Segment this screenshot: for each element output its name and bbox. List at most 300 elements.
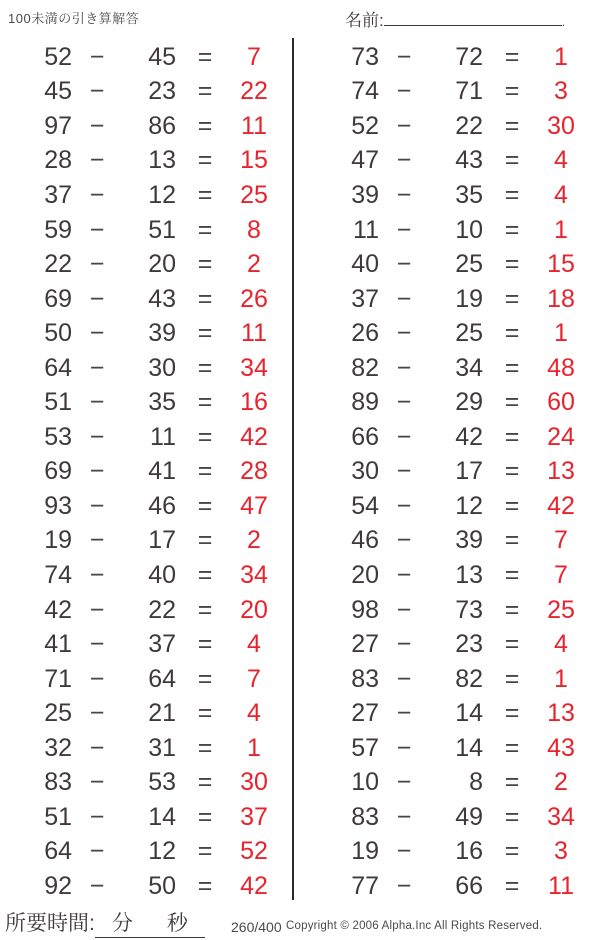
answer: 34 <box>240 353 268 382</box>
minuend: 10 <box>351 768 379 797</box>
equals-sign: = <box>197 595 213 624</box>
minuend: 41 <box>44 630 72 659</box>
answer: 60 <box>547 388 575 417</box>
equals-sign: = <box>504 491 520 520</box>
problem-row <box>321 765 600 800</box>
answer: 25 <box>240 180 268 209</box>
answer: 28 <box>240 457 268 486</box>
answer: 42 <box>240 871 268 900</box>
minus-sign: − <box>89 768 105 797</box>
problem-row <box>321 282 600 317</box>
subtrahend: 50 <box>148 871 176 900</box>
minus-sign: − <box>396 146 412 175</box>
answer: 11 <box>548 871 574 900</box>
answer: 42 <box>240 422 268 451</box>
subtrahend: 35 <box>148 388 176 417</box>
problem-row <box>321 662 600 697</box>
answer: 48 <box>547 353 575 382</box>
minus-sign: − <box>396 353 412 382</box>
minuend: 28 <box>44 146 72 175</box>
problem-row <box>321 455 600 490</box>
answer: 11 <box>241 319 267 348</box>
equals-sign: = <box>504 560 520 589</box>
equals-sign: = <box>197 802 213 831</box>
problem-row <box>321 75 600 110</box>
subtrahend: 82 <box>455 664 483 693</box>
name-field <box>345 6 565 31</box>
problem-row <box>321 731 600 766</box>
minuend: 52 <box>44 42 72 71</box>
subtrahend: 14 <box>148 802 176 831</box>
minus-sign: − <box>89 353 105 382</box>
minuend: 11 <box>353 215 379 244</box>
minus-sign: − <box>89 560 105 589</box>
problem-row <box>14 351 293 386</box>
subtrahend: 8 <box>469 768 483 797</box>
answer: 8 <box>247 215 261 244</box>
problem-row <box>14 109 293 144</box>
minus-sign: − <box>396 595 412 624</box>
problem-row <box>14 316 293 351</box>
equals-sign: = <box>504 111 520 140</box>
problem-row <box>14 731 293 766</box>
minuend: 27 <box>351 699 379 728</box>
problem-row <box>321 593 600 628</box>
subtrahend: 12 <box>148 837 176 866</box>
problem-row <box>14 213 293 248</box>
equals-sign: = <box>504 42 520 71</box>
problem-row <box>321 489 600 524</box>
subtrahend: 21 <box>148 699 176 728</box>
minuend: 51 <box>44 388 72 417</box>
equals-sign: = <box>197 284 213 313</box>
answer: 7 <box>554 526 568 555</box>
subtrahend: 51 <box>148 215 176 244</box>
minus-sign: − <box>396 699 412 728</box>
problem-row <box>14 835 293 870</box>
minus-sign: − <box>396 560 412 589</box>
problem-row <box>321 558 600 593</box>
problem-row <box>321 144 600 179</box>
minuend: 45 <box>44 77 72 106</box>
problem-row <box>14 455 293 490</box>
subtrahend: 41 <box>148 457 176 486</box>
subtrahend: 17 <box>455 457 483 486</box>
problems-column-right <box>293 40 600 904</box>
answer: 4 <box>554 180 568 209</box>
minuend: 83 <box>351 664 379 693</box>
answer: 43 <box>547 733 575 762</box>
equals-sign: = <box>504 699 520 728</box>
subtrahend: 25 <box>455 319 483 348</box>
problem-row <box>321 178 600 213</box>
problem-row <box>14 765 293 800</box>
subtrahend: 34 <box>455 353 483 382</box>
minuend: 51 <box>44 802 72 831</box>
answer: 30 <box>240 768 268 797</box>
subtrahend: 45 <box>148 42 176 71</box>
equals-sign: = <box>197 319 213 348</box>
subtrahend: 30 <box>148 353 176 382</box>
minus-sign: − <box>396 319 412 348</box>
answer: 30 <box>547 111 575 140</box>
problem-row <box>14 144 293 179</box>
minus-sign: − <box>396 284 412 313</box>
minus-sign: − <box>396 768 412 797</box>
minutes-label: 分 <box>111 912 133 935</box>
seconds-label: 秒 <box>166 912 188 935</box>
subtrahend: 37 <box>148 630 176 659</box>
minuend: 89 <box>351 388 379 417</box>
answer: 7 <box>247 42 261 71</box>
minuend: 74 <box>44 560 72 589</box>
subtrahend: 71 <box>455 77 483 106</box>
equals-sign: = <box>197 699 213 728</box>
minuend: 83 <box>351 802 379 831</box>
minuend: 59 <box>44 215 72 244</box>
answer: 42 <box>547 491 575 520</box>
subtrahend: 10 <box>455 215 483 244</box>
subtrahend: 86 <box>148 111 176 140</box>
problem-row <box>321 109 600 144</box>
subtrahend: 40 <box>148 560 176 589</box>
subtrahend: 17 <box>148 526 176 555</box>
problem-row <box>14 247 293 282</box>
minus-sign: − <box>396 526 412 555</box>
answer: 7 <box>247 664 261 693</box>
problem-row <box>321 420 600 455</box>
equals-sign: = <box>504 802 520 831</box>
problem-row <box>14 178 293 213</box>
minus-sign: − <box>89 457 105 486</box>
answer: 2 <box>554 768 568 797</box>
minuend: 22 <box>44 250 72 279</box>
equals-sign: = <box>197 871 213 900</box>
minus-sign: − <box>396 664 412 693</box>
name-blank-line[interactable] <box>384 8 562 26</box>
minuend: 66 <box>351 422 379 451</box>
minus-sign: − <box>396 42 412 71</box>
minus-sign: − <box>396 250 412 279</box>
answer: 2 <box>247 526 261 555</box>
minuend: 30 <box>351 457 379 486</box>
subtrahend: 29 <box>455 388 483 417</box>
subtrahend: 64 <box>148 664 176 693</box>
minus-sign: − <box>396 733 412 762</box>
minuend: 64 <box>44 353 72 382</box>
minus-sign: − <box>396 837 412 866</box>
subtrahend: 31 <box>148 733 176 762</box>
answer: 34 <box>547 802 575 831</box>
equals-sign: = <box>504 457 520 486</box>
equals-sign: = <box>197 457 213 486</box>
subtrahend: 13 <box>148 146 176 175</box>
minuend: 64 <box>44 837 72 866</box>
equals-sign: = <box>504 733 520 762</box>
problem-row <box>321 351 600 386</box>
equals-sign: = <box>197 491 213 520</box>
equals-sign: = <box>197 837 213 866</box>
problem-row <box>14 282 293 317</box>
answer: 15 <box>547 250 575 279</box>
minuend: 98 <box>351 595 379 624</box>
answer: 11 <box>241 111 267 140</box>
page-title: 100未満の引き算解答 <box>8 11 140 26</box>
problem-row <box>321 385 600 420</box>
minus-sign: − <box>89 77 105 106</box>
minuend: 20 <box>351 560 379 589</box>
problem-row <box>14 696 293 731</box>
subtrahend: 11 <box>150 422 176 451</box>
subtrahend: 39 <box>455 526 483 555</box>
minus-sign: − <box>89 42 105 71</box>
problem-row <box>14 800 293 835</box>
problem-row <box>14 524 293 559</box>
problem-row <box>321 696 600 731</box>
minus-sign: − <box>89 422 105 451</box>
answer: 24 <box>547 422 575 451</box>
minuend: 97 <box>44 111 72 140</box>
problem-row <box>14 662 293 697</box>
minus-sign: − <box>89 664 105 693</box>
problem-row <box>14 558 293 593</box>
minus-sign: − <box>396 388 412 417</box>
minus-sign: − <box>89 215 105 244</box>
subtrahend: 49 <box>455 802 483 831</box>
answer: 2 <box>247 250 261 279</box>
minuend: 71 <box>44 664 72 693</box>
answer: 13 <box>547 699 575 728</box>
minuend: 93 <box>44 491 72 520</box>
answer: 26 <box>240 284 268 313</box>
time-field <box>5 907 205 938</box>
answer: 4 <box>554 146 568 175</box>
minuend: 54 <box>351 491 379 520</box>
minuend: 77 <box>351 871 379 900</box>
equals-sign: = <box>197 250 213 279</box>
minuend: 42 <box>44 595 72 624</box>
answer: 16 <box>240 388 268 417</box>
problem-row <box>14 40 293 75</box>
equals-sign: = <box>197 215 213 244</box>
answer: 4 <box>554 630 568 659</box>
minus-sign: − <box>89 250 105 279</box>
minus-sign: − <box>89 630 105 659</box>
answer: 1 <box>554 42 568 71</box>
minuend: 53 <box>44 422 72 451</box>
time-blank-line[interactable] <box>95 912 205 938</box>
problem-row <box>14 385 293 420</box>
problem-row <box>321 524 600 559</box>
minus-sign: − <box>89 491 105 520</box>
equals-sign: = <box>197 733 213 762</box>
equals-sign: = <box>504 284 520 313</box>
answer: 1 <box>554 319 568 348</box>
subtrahend: 16 <box>455 837 483 866</box>
minus-sign: − <box>89 180 105 209</box>
equals-sign: = <box>504 353 520 382</box>
subtrahend: 13 <box>455 560 483 589</box>
answer: 37 <box>240 802 268 831</box>
subtrahend: 23 <box>455 630 483 659</box>
subtrahend: 72 <box>455 42 483 71</box>
time-label: 所要時間: <box>5 912 95 935</box>
answer: 4 <box>247 630 261 659</box>
problem-row <box>321 316 600 351</box>
equals-sign: = <box>197 353 213 382</box>
subtrahend: 12 <box>455 491 483 520</box>
answer: 4 <box>247 699 261 728</box>
problem-row <box>321 40 600 75</box>
minuend: 19 <box>351 837 379 866</box>
minuend: 27 <box>351 630 379 659</box>
minus-sign: − <box>89 699 105 728</box>
minus-sign: − <box>89 146 105 175</box>
answer: 7 <box>554 560 568 589</box>
equals-sign: = <box>197 630 213 659</box>
minuend: 92 <box>44 871 72 900</box>
answer: 47 <box>240 491 268 520</box>
subtrahend: 43 <box>148 284 176 313</box>
minus-sign: − <box>396 215 412 244</box>
minuend: 40 <box>351 250 379 279</box>
subtrahend: 42 <box>455 422 483 451</box>
subtrahend: 22 <box>148 595 176 624</box>
answer: 22 <box>240 77 268 106</box>
subtrahend: 23 <box>148 77 176 106</box>
subtrahend: 12 <box>148 180 176 209</box>
equals-sign: = <box>504 250 520 279</box>
minus-sign: − <box>89 111 105 140</box>
subtrahend: 20 <box>148 250 176 279</box>
equals-sign: = <box>504 422 520 451</box>
minus-sign: − <box>89 802 105 831</box>
minuend: 37 <box>351 284 379 313</box>
equals-sign: = <box>504 595 520 624</box>
minuend: 19 <box>44 526 72 555</box>
minus-sign: − <box>396 111 412 140</box>
equals-sign: = <box>504 215 520 244</box>
subtrahend: 39 <box>148 319 176 348</box>
minus-sign: − <box>396 77 412 106</box>
subtrahend: 35 <box>455 180 483 209</box>
minus-sign: − <box>396 491 412 520</box>
equals-sign: = <box>504 388 520 417</box>
minus-sign: − <box>89 319 105 348</box>
problem-row <box>14 75 293 110</box>
answer: 25 <box>547 595 575 624</box>
problem-row <box>321 800 600 835</box>
name-label: 名前: <box>345 11 384 30</box>
subtrahend: 19 <box>455 284 483 313</box>
subtrahend: 73 <box>455 595 483 624</box>
equals-sign: = <box>197 111 213 140</box>
minus-sign: − <box>89 733 105 762</box>
equals-sign: = <box>197 77 213 106</box>
equals-sign: = <box>197 526 213 555</box>
equals-sign: = <box>504 180 520 209</box>
equals-sign: = <box>197 422 213 451</box>
equals-sign: = <box>197 560 213 589</box>
equals-sign: = <box>504 664 520 693</box>
answer: 15 <box>240 146 268 175</box>
equals-sign: = <box>504 630 520 659</box>
minuend: 32 <box>44 733 72 762</box>
problem-row <box>321 247 600 282</box>
equals-sign: = <box>504 837 520 866</box>
minus-sign: − <box>396 630 412 659</box>
subtrahend: 25 <box>455 250 483 279</box>
answer: 34 <box>240 560 268 589</box>
minus-sign: − <box>396 180 412 209</box>
minus-sign: − <box>89 388 105 417</box>
minuend: 39 <box>351 180 379 209</box>
minuend: 69 <box>44 457 72 486</box>
copyright: Copyright © 2006 Alpha.Inc All Rights Reserved. <box>286 920 543 932</box>
minus-sign: − <box>396 422 412 451</box>
minuend: 74 <box>351 77 379 106</box>
problem-row <box>14 627 293 662</box>
answer: 13 <box>547 457 575 486</box>
minus-sign: − <box>396 871 412 900</box>
minus-sign: − <box>89 595 105 624</box>
minus-sign: − <box>89 526 105 555</box>
problems-column-left <box>0 40 293 904</box>
minus-sign: − <box>89 871 105 900</box>
page-number: 260/400 <box>231 919 282 935</box>
equals-sign: = <box>504 526 520 555</box>
answer: 52 <box>240 837 268 866</box>
problem-row <box>321 627 600 662</box>
subtrahend: 46 <box>148 491 176 520</box>
equals-sign: = <box>504 768 520 797</box>
minuend: 50 <box>44 319 72 348</box>
minus-sign: − <box>396 457 412 486</box>
minuend: 69 <box>44 284 72 313</box>
answer: 3 <box>554 77 568 106</box>
answer: 1 <box>554 664 568 693</box>
minuend: 46 <box>351 526 379 555</box>
problem-row <box>14 869 293 904</box>
problem-row <box>14 593 293 628</box>
minuend: 52 <box>351 111 379 140</box>
subtrahend: 66 <box>455 871 483 900</box>
problem-row <box>321 869 600 904</box>
problem-row <box>321 213 600 248</box>
equals-sign: = <box>504 146 520 175</box>
minuend: 37 <box>44 180 72 209</box>
equals-sign: = <box>504 77 520 106</box>
subtrahend: 43 <box>455 146 483 175</box>
minuend: 82 <box>351 353 379 382</box>
answer: 1 <box>554 215 568 244</box>
answer: 1 <box>247 733 261 762</box>
subtrahend: 14 <box>455 699 483 728</box>
minus-sign: − <box>396 802 412 831</box>
answer: 20 <box>240 595 268 624</box>
problem-row <box>14 420 293 455</box>
equals-sign: = <box>197 388 213 417</box>
equals-sign: = <box>197 146 213 175</box>
minuend: 73 <box>351 42 379 71</box>
name-line-end: . <box>561 15 566 29</box>
equals-sign: = <box>197 42 213 71</box>
minuend: 47 <box>351 146 379 175</box>
equals-sign: = <box>197 180 213 209</box>
subtrahend: 14 <box>455 733 483 762</box>
equals-sign: = <box>504 871 520 900</box>
subtrahend: 53 <box>148 768 176 797</box>
